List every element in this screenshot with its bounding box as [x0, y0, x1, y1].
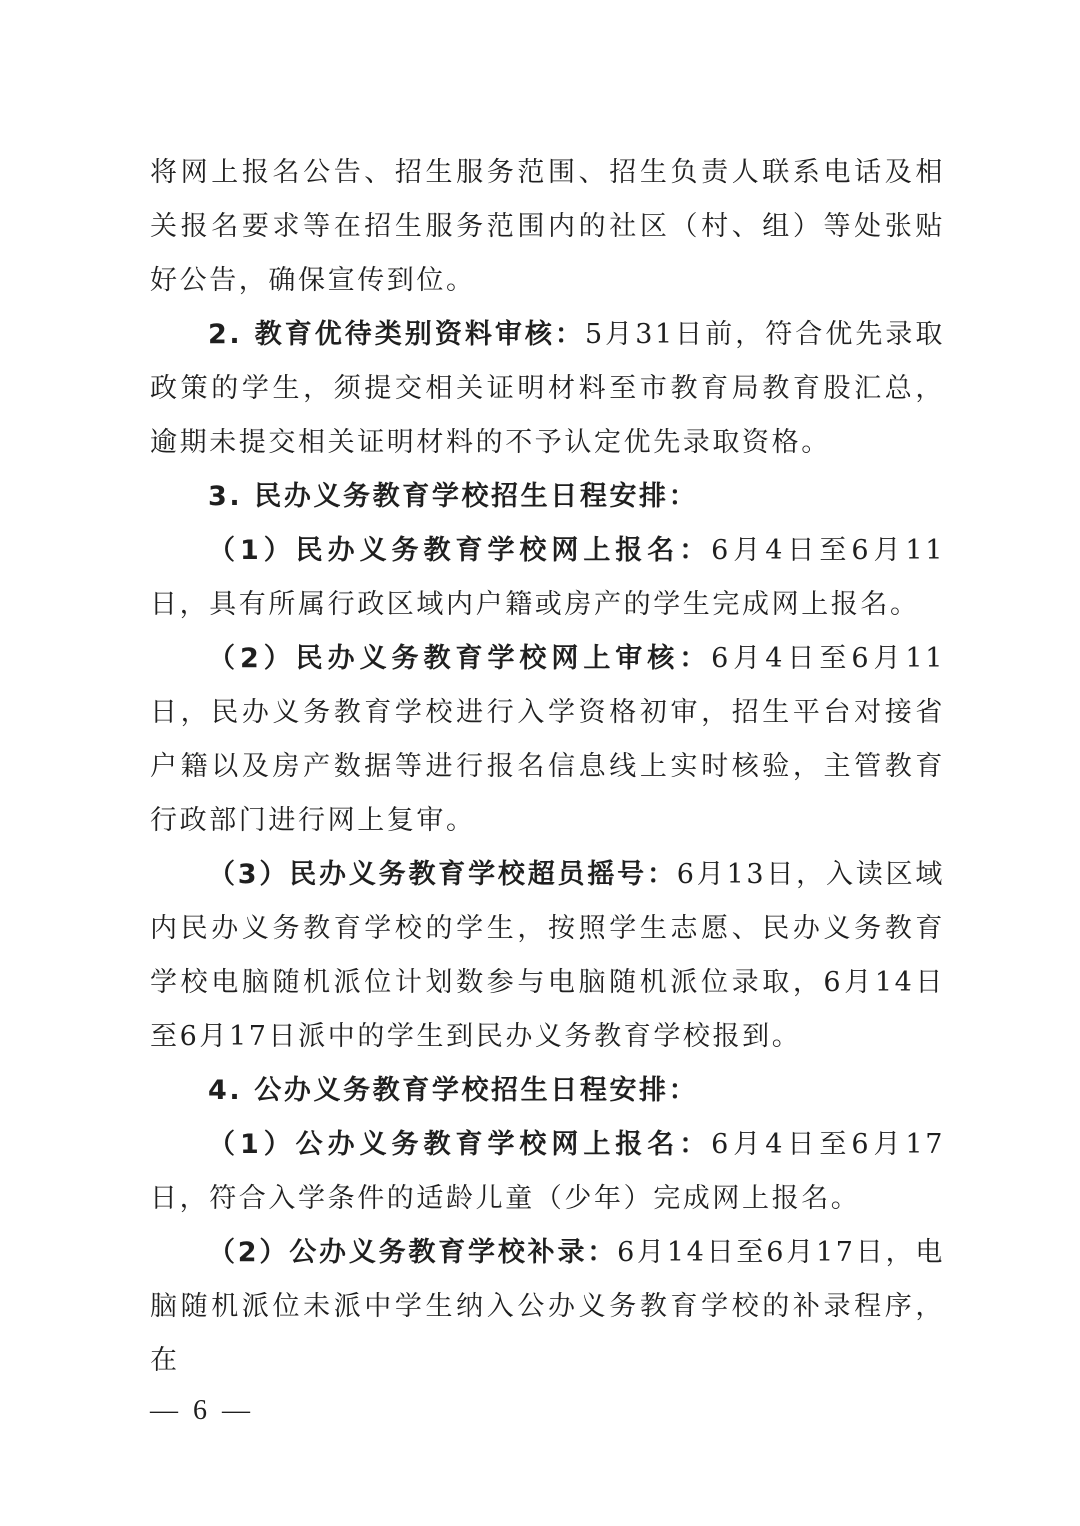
- paragraph-text: 5月31日前，符合优先录取政策的学生，须提交相关证明材料至市教育局教育股汇总，逾期未提交相关证明材料的不予认定优先录取资格。: [150, 319, 945, 458]
- document-body: [150, 146, 945, 1388]
- page-number: — 6 —: [150, 1395, 254, 1426]
- section-heading-public-schedule: [150, 1064, 945, 1118]
- paragraph-text: 6月13日，入读区域内民办义务教育学校的学生，按照学生志愿、民办义务教育学校电脑随机派位计划数参与电脑随机派位录取，6月14日至6月17日派中的学生到民办义务教育学校报到。: [150, 859, 945, 1052]
- paragraph-private-lottery: [150, 848, 945, 1064]
- paragraph-heading: 2. 教育优待类别资料审核：: [208, 319, 585, 350]
- paragraph-heading: （1）公办义务教育学校网上报名：: [208, 1129, 712, 1160]
- paragraph-heading: （2）民办义务教育学校网上审核：: [208, 643, 712, 674]
- paragraph-public-online-registration: [150, 1118, 945, 1226]
- section-heading-private-schedule: [150, 470, 945, 524]
- paragraph-heading: （1）民办义务教育学校网上报名：: [208, 535, 712, 566]
- paragraph-heading: （2）公办义务教育学校补录：: [208, 1237, 618, 1268]
- paragraph-priority-review: [150, 308, 945, 470]
- paragraph-text: 6月4日至6月11日，民办义务教育学校进行入学资格初审，招生平台对接省户籍以及房产数据等进行报名信息线上实时核验，主管教育行政部门进行网上复审。: [150, 643, 945, 836]
- paragraph-continuation: [150, 146, 945, 308]
- paragraph-public-supplementary: [150, 1226, 945, 1388]
- paragraph-private-online-review: [150, 632, 945, 848]
- paragraph-text: 6月4日至6月11日，具有所属行政区域内户籍或房产的学生完成网上报名。: [150, 535, 945, 620]
- paragraph-heading: （3）民办义务教育学校超员摇号：: [208, 859, 677, 890]
- paragraph-text: 6月4日至6月17日，符合入学条件的适龄儿童（少年）完成网上报名。: [150, 1129, 945, 1214]
- paragraph-heading: 3. 民办义务教育学校招生日程安排：: [208, 481, 699, 512]
- paragraph-heading: 4. 公办义务教育学校招生日程安排：: [208, 1075, 699, 1106]
- paragraph-text: 将网上报名公告、招生服务范围、招生负责人联系电话及相关报名要求等在招生服务范围内的社区（村、组）等处张贴好公告，确保宣传到位。: [150, 157, 945, 296]
- paragraph-private-online-registration: [150, 524, 945, 632]
- paragraph-text: 6月14日至6月17日，电脑随机派位未派中学生纳入公办义务教育学校的补录程序，在: [150, 1237, 946, 1376]
